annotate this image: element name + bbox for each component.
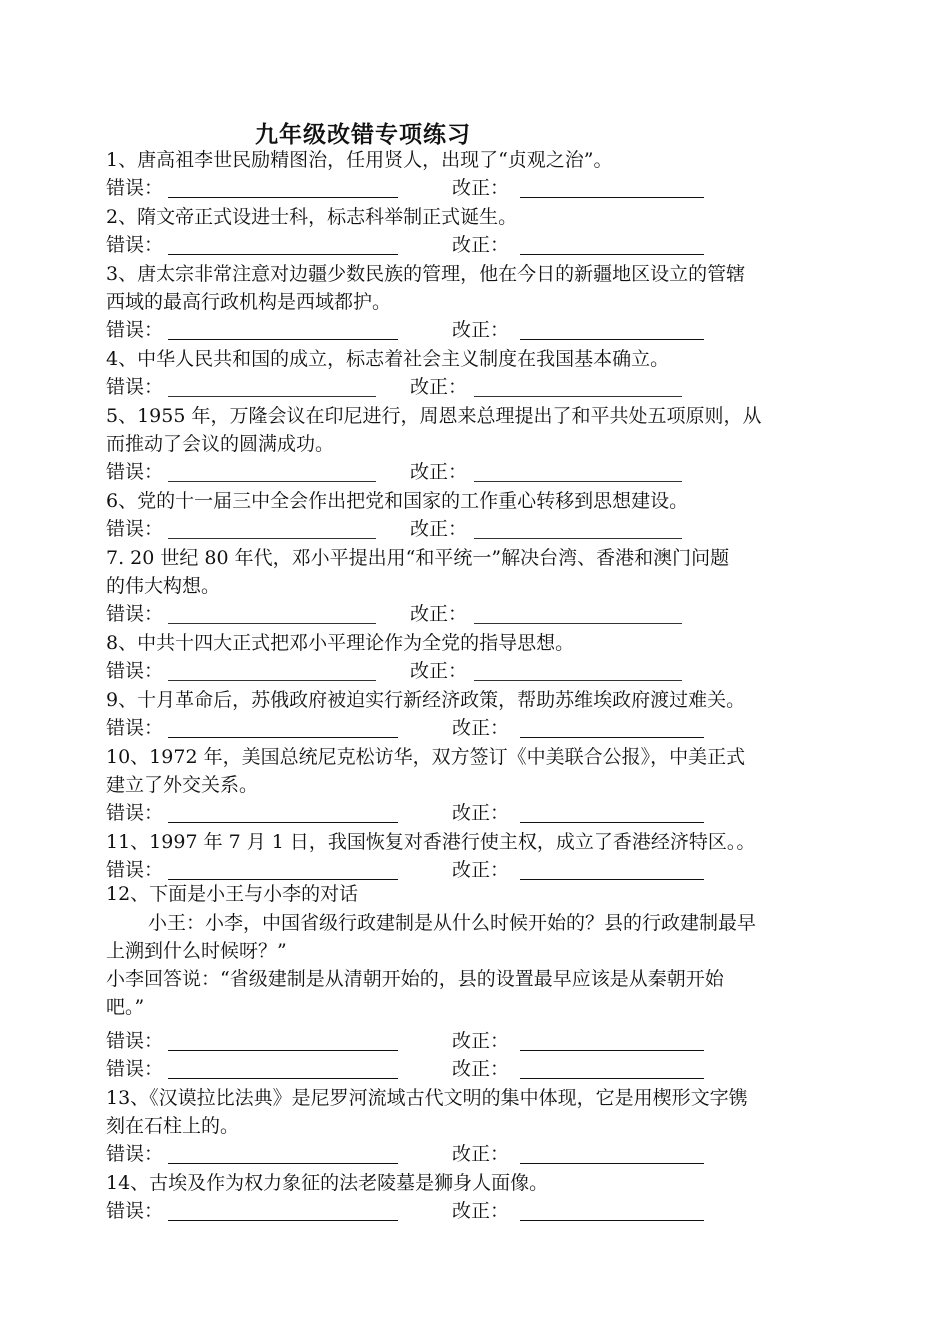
- question-1: 1、唐高祖李世民励精图治，任用贤人，出现了“贞观之治”。: [106, 149, 613, 171]
- wrong-label: 错误：: [106, 234, 164, 256]
- fix-blank[interactable]: [520, 737, 704, 738]
- wrong-label: 错误：: [106, 177, 164, 199]
- fix-blank[interactable]: [474, 396, 682, 397]
- wrong-label: 错误：: [106, 1058, 164, 1080]
- fix-label: 改正：: [452, 802, 510, 824]
- fix-blank[interactable]: [474, 481, 682, 482]
- question-13: 13、《汉谟拉比法典》是尼罗河流域古代文明的集中体现，它是用楔形文字镌: [106, 1087, 748, 1109]
- dialogue-line: 上溯到什么时候呀？”: [106, 940, 287, 962]
- fix-label: 改正：: [452, 177, 510, 199]
- wrong-label: 错误：: [106, 1143, 164, 1165]
- wrong-label: 错误：: [106, 1200, 164, 1222]
- question-9: 9、十月革命后，苏俄政府被迫实行新经济政策，帮助苏维埃政府渡过难关。: [106, 689, 746, 711]
- wrong-label: 错误：: [106, 859, 164, 881]
- wrong-blank[interactable]: [168, 879, 398, 880]
- question-11: 11、1997 年 7 月 1 日，我国恢复对香港行使主权，成立了香港经济特区。。: [106, 831, 756, 853]
- question-5: 5、1955 年，万隆会议在印尼进行，周恩来总理提出了和平共处五项原则，从: [106, 405, 762, 427]
- fix-label: 改正：: [452, 717, 510, 739]
- fix-label: 改正：: [452, 859, 510, 881]
- fix-blank[interactable]: [520, 197, 704, 198]
- dialogue-line: 小李回答说：“省级建制是从清朝开始的，县的设置最早应该是从秦朝开始: [106, 968, 724, 990]
- wrong-label: 错误：: [106, 660, 164, 682]
- wrong-label: 错误：: [106, 603, 164, 625]
- question-3: 3、唐太宗非常注意对边疆少数民族的管理，他在今日的新疆地区设立的管辖: [106, 263, 746, 285]
- fix-label: 改正：: [452, 234, 510, 256]
- fix-blank[interactable]: [520, 1078, 704, 1079]
- question-7: 7. 20 世纪 80 年代，邓小平提出用“和平统一”解决台湾、香港和澳门问题: [106, 547, 730, 569]
- fix-blank[interactable]: [520, 339, 704, 340]
- wrong-blank[interactable]: [168, 339, 398, 340]
- wrong-blank[interactable]: [168, 538, 376, 539]
- wrong-blank[interactable]: [168, 680, 376, 681]
- fix-blank[interactable]: [520, 822, 704, 823]
- wrong-blank[interactable]: [168, 822, 398, 823]
- wrong-blank[interactable]: [168, 396, 376, 397]
- wrong-blank[interactable]: [168, 623, 376, 624]
- fix-blank[interactable]: [520, 879, 704, 880]
- question-2: 2、隋文帝正式设进士科，标志科举制正式诞生。: [106, 206, 518, 228]
- fix-label: 改正：: [410, 461, 468, 483]
- fix-label: 改正：: [410, 376, 468, 398]
- fix-blank[interactable]: [520, 1220, 704, 1221]
- question-7-cont: 的伟大构想。: [106, 575, 221, 597]
- wrong-label: 错误：: [106, 717, 164, 739]
- fix-blank[interactable]: [474, 538, 682, 539]
- wrong-blank[interactable]: [168, 1220, 398, 1221]
- wrong-blank[interactable]: [168, 1078, 398, 1079]
- wrong-label: 错误：: [106, 319, 164, 341]
- wrong-blank[interactable]: [168, 197, 398, 198]
- wrong-blank[interactable]: [168, 481, 376, 482]
- question-14: 14、古埃及作为权力象征的法老陵墓是狮身人面像。: [106, 1172, 549, 1194]
- wrong-label: 错误：: [106, 802, 164, 824]
- question-10-cont: 建立了外交关系。: [106, 774, 259, 796]
- question-3-cont: 西域的最高行政机构是西域都护。: [106, 291, 392, 313]
- fix-label: 改正：: [452, 1058, 510, 1080]
- question-10: 10、1972 年，美国总统尼克松访华，双方签订《中美联合公报》，中美正式: [106, 746, 746, 768]
- fix-label: 改正：: [410, 518, 468, 540]
- dialogue-line: 吧。”: [106, 996, 145, 1018]
- question-8: 8、中共十四大正式把邓小平理论作为全党的指导思想。: [106, 632, 575, 654]
- fix-label: 改正：: [410, 603, 468, 625]
- fix-label: 改正：: [452, 1030, 510, 1052]
- question-5-cont: 而推动了会议的圆满成功。: [106, 433, 335, 455]
- fix-blank[interactable]: [520, 1163, 704, 1164]
- page-title: 九年级改错专项练习: [255, 121, 471, 148]
- wrong-label: 错误：: [106, 461, 164, 483]
- fix-blank[interactable]: [520, 254, 704, 255]
- fix-blank[interactable]: [520, 1050, 704, 1051]
- wrong-label: 错误：: [106, 518, 164, 540]
- dialogue-line: 小王：小李，中国省级行政建制是从什么时候开始的？县的行政建制最早: [148, 912, 757, 934]
- question-6: 6、党的十一届三中全会作出把党和国家的工作重心转移到思想建设。: [106, 490, 689, 512]
- wrong-blank[interactable]: [168, 254, 398, 255]
- wrong-blank[interactable]: [168, 1050, 398, 1051]
- fix-blank[interactable]: [474, 680, 682, 681]
- fix-label: 改正：: [452, 1200, 510, 1222]
- wrong-blank[interactable]: [168, 1163, 398, 1164]
- fix-label: 改正：: [452, 1143, 510, 1165]
- wrong-label: 错误：: [106, 1030, 164, 1052]
- wrong-blank[interactable]: [168, 737, 398, 738]
- wrong-label: 错误：: [106, 376, 164, 398]
- question-12: 12、下面是小王与小李的对话: [106, 883, 359, 905]
- fix-label: 改正：: [410, 660, 468, 682]
- fix-blank[interactable]: [474, 623, 682, 624]
- question-13-cont: 刻在石柱上的。: [106, 1115, 240, 1137]
- question-4: 4、中华人民共和国的成立，标志着社会主义制度在我国基本确立。: [106, 348, 670, 370]
- fix-label: 改正：: [452, 319, 510, 341]
